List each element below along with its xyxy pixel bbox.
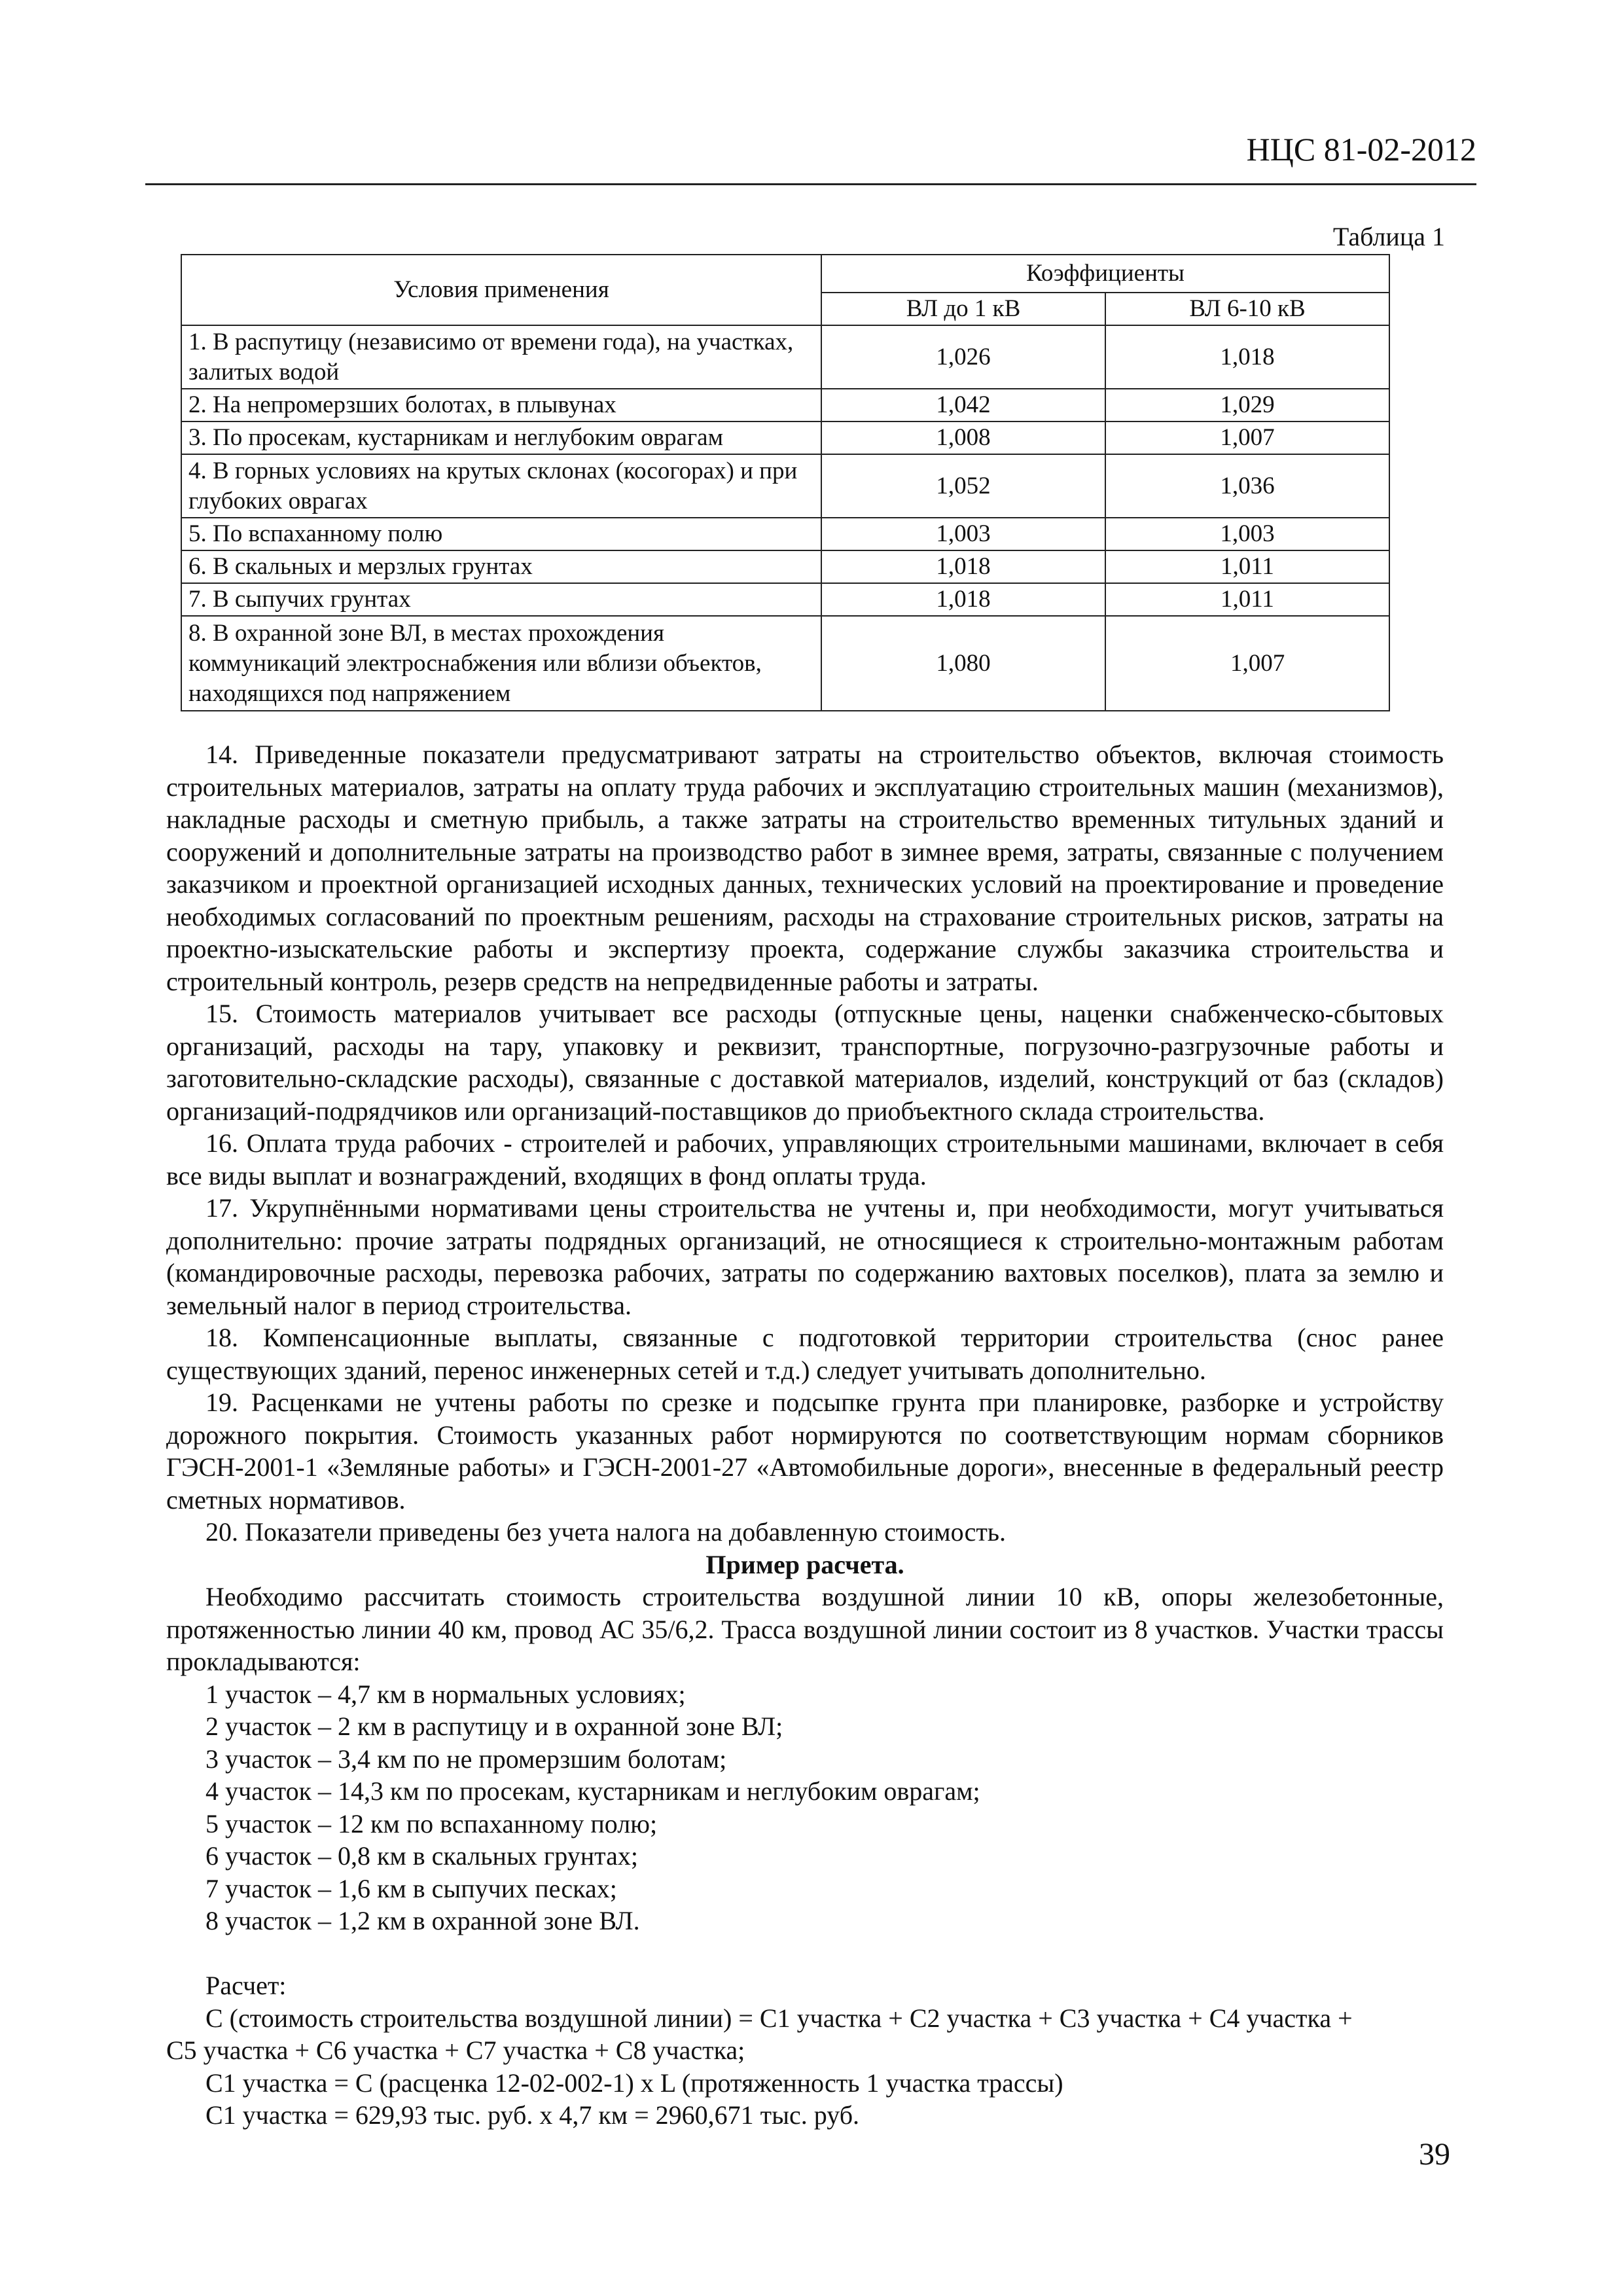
- formula-total-line2: С5 участка + С6 участка + С7 участка + С8 участка;: [166, 2036, 745, 2065]
- formula-c1-value: С1 участка = 629,93 тыс. руб. х 4,7 км = 2960,671 тыс. руб.: [205, 2100, 860, 2130]
- section-item: 2 участок – 2 км в распутицу и в охранной зоне ВЛ;: [205, 1712, 783, 1741]
- condition-cell: 2. На непромерзших болотах, в плывунах: [181, 389, 821, 422]
- paragraph-20: 20. Показатели приведены без учета налога на добавленную стоимость.: [205, 1517, 1007, 1547]
- page-number: 39: [1419, 2137, 1450, 2172]
- coef-vl-mid-cell: 1,036: [1105, 454, 1389, 518]
- table-row: [181, 616, 1389, 711]
- section-item: 3 участок – 3,4 км по не промерзшим болотам;: [205, 1744, 727, 1774]
- table-row: [181, 454, 1389, 518]
- paragraph-17: 17. Укрупнёнными нормативами цены строительства не учтены и, при необходимости, могут учитываться дополнительно: прочие затраты подрядных организаций, не относящиеся к строительно-монтажным работам (командировочные расходы, перевозка рабочих, затраты по содержанию вахтовых поселков), плата за землю и земельный налог в период строительства.: [166, 1193, 1444, 1320]
- coef-vl-mid-cell: 1,018: [1105, 325, 1389, 389]
- coef-vl-low-cell: 1,018: [821, 550, 1105, 583]
- header-vl-low: ВЛ до 1 кВ: [821, 293, 1105, 325]
- coef-vl-mid-cell: 1,007: [1105, 616, 1389, 711]
- example-title: Пример расчета.: [705, 1549, 904, 1579]
- table-row: [181, 325, 1389, 389]
- coef-vl-mid-cell: 1,011: [1105, 550, 1389, 583]
- header-conditions: Условия применения: [181, 255, 821, 325]
- table-caption: Таблица 1: [1332, 222, 1445, 251]
- coef-vl-low-cell: 1,018: [821, 583, 1105, 616]
- coef-vl-low-cell: 1,080: [821, 616, 1105, 711]
- coef-vl-low-cell: 1,003: [821, 518, 1105, 550]
- condition-cell: 3. По просекам, кустарникам и неглубоким оврагам: [181, 422, 821, 454]
- coef-vl-low-cell: 1,042: [821, 389, 1105, 422]
- header-coefficients: Коэффициенты: [821, 255, 1389, 293]
- paragraph-14: 14. Приведенные показатели предусматривают затраты на строительство объектов, включая стоимость строительных материалов, затраты на оплату труда рабочих и эксплуатацию строительных машин (механизмов), накладные расходы и сметную прибыль, а также затраты на строительство временных титульных зданий и сооружений и дополнительные затраты на производство работ в зимнее время, затраты, связанные с получением заказчиком и проектной организацией исходных данных, технических условий на проектирование и проведение необходимых согласований по проектным решениям, расходы на страхование строительных рисков, затраты на проектно-изыскательские работы и экспертизу проекта, содержание службы заказчика строительства и строительный контроль, резерв средств на непредвиденные работы и затраты.: [166, 740, 1444, 996]
- coef-vl-low-cell: 1,026: [821, 325, 1105, 389]
- coef-vl-mid-cell: 1,029: [1105, 389, 1389, 422]
- paragraph-19: 19. Расценками не учтены работы по срезке и подсыпке грунта при планировке, разборке и устройству дорожного покрытия. Стоимость указанных работ нормируются по соответствующим нормам сборников ГЭСН-2001-1 «Земляные работы» и ГЭСН-2001-27 «Автомобильные дороги», внесенные в федеральный реестр сметных нормативов.: [166, 1388, 1444, 1515]
- table-row: [181, 389, 1389, 422]
- document-code: НЦС 81-02-2012: [1246, 131, 1476, 168]
- spacer: [166, 1937, 1444, 1970]
- table-row: [181, 518, 1389, 550]
- table-row: [181, 583, 1389, 616]
- section-item: 7 участок – 1,6 км в сыпучих песках;: [205, 1873, 617, 1903]
- example-intro: Необходимо рассчитать стоимость строительства воздушной линии 10 кВ, опоры железобетонные, протяженностью линии 40 км, провод АС 35/6,2. Трасса воздушной линии состоит из 8 участков. Участки трассы прокладываются:: [166, 1582, 1444, 1676]
- section-item: 5 участок – 12 км по вспаханному полю;: [205, 1808, 658, 1839]
- document-body: [166, 738, 1444, 2132]
- header-vl-mid: ВЛ 6-10 кВ: [1105, 293, 1389, 325]
- paragraph-18: 18. Компенсационные выплаты, связанные с подготовкой территории строительства (снос ранее существующих зданий, перенос инженерных сетей и т.д.) следует учитывать дополнительно.: [166, 1323, 1444, 1385]
- table-header-row: [181, 255, 1389, 293]
- section-item: 6 участок – 0,8 км в скальных грунтах;: [205, 1841, 638, 1871]
- formula-total-line1: С (стоимость строительства воздушной линии) = С1 участка + С2 участка + С3 участка + С4 участка +: [205, 2003, 1353, 2033]
- condition-cell: 8. В охранной зоне ВЛ, в местах прохождения коммуникаций электроснабжения или вблизи объектов, находящихся под напряжением: [181, 616, 821, 711]
- section-item: 1 участок – 4,7 км в нормальных условиях;: [205, 1679, 686, 1709]
- coefficients-table: [181, 254, 1390, 711]
- coef-vl-low-cell: 1,008: [821, 422, 1105, 454]
- coef-vl-mid-cell: 1,007: [1105, 422, 1389, 454]
- condition-cell: 4. В горных условиях на крутых склонах (косогорах) и при глубоких оврагах: [181, 454, 821, 518]
- table-row: [181, 422, 1389, 454]
- condition-cell: 7. В сыпучих грунтах: [181, 583, 821, 616]
- coef-vl-low-cell: 1,052: [821, 454, 1105, 518]
- paragraph-16: 16. Оплата труда рабочих - строителей и рабочих, управляющих строительными машинами, включает в себя все виды выплат и вознаграждений, входящих в фонд оплаты труда.: [166, 1128, 1444, 1191]
- table-row: [181, 550, 1389, 583]
- section-item: 8 участок – 1,2 км в охранной зоне ВЛ.: [205, 1906, 640, 1935]
- coef-vl-mid-cell: 1,003: [1105, 518, 1389, 550]
- paragraph-15: 15. Стоимость материалов учитывает все расходы (отпускные цены, наценки снабженческо-сбытовых организаций, расходы на тару, упаковку и реквизит, транспортные, погрузочно-разгрузочные работы и заготовительно-складские расходы), связанные с доставкой материалов, изделий, конструкций от баз (складов) организаций-подрядчиков или организаций-поставщиков до приобъектного склада строительства.: [166, 999, 1444, 1126]
- formula-c1: С1 участка = С (расценка 12-02-002-1) х L (протяженность 1 участка трассы): [205, 2068, 1063, 2098]
- condition-cell: 6. В скальных и мерзлых грунтах: [181, 550, 821, 583]
- condition-cell: 5. По вспаханному полю: [181, 518, 821, 550]
- calc-label: Расчет:: [205, 1971, 287, 2000]
- section-item: 4 участок – 14,3 км по просекам, кустарникам и неглубоким оврагам;: [205, 1776, 980, 1806]
- header-rule: [145, 183, 1476, 185]
- coef-vl-mid-cell: 1,011: [1105, 583, 1389, 616]
- condition-cell: 1. В распутицу (независимо от времени года), на участках, залитых водой: [181, 325, 821, 389]
